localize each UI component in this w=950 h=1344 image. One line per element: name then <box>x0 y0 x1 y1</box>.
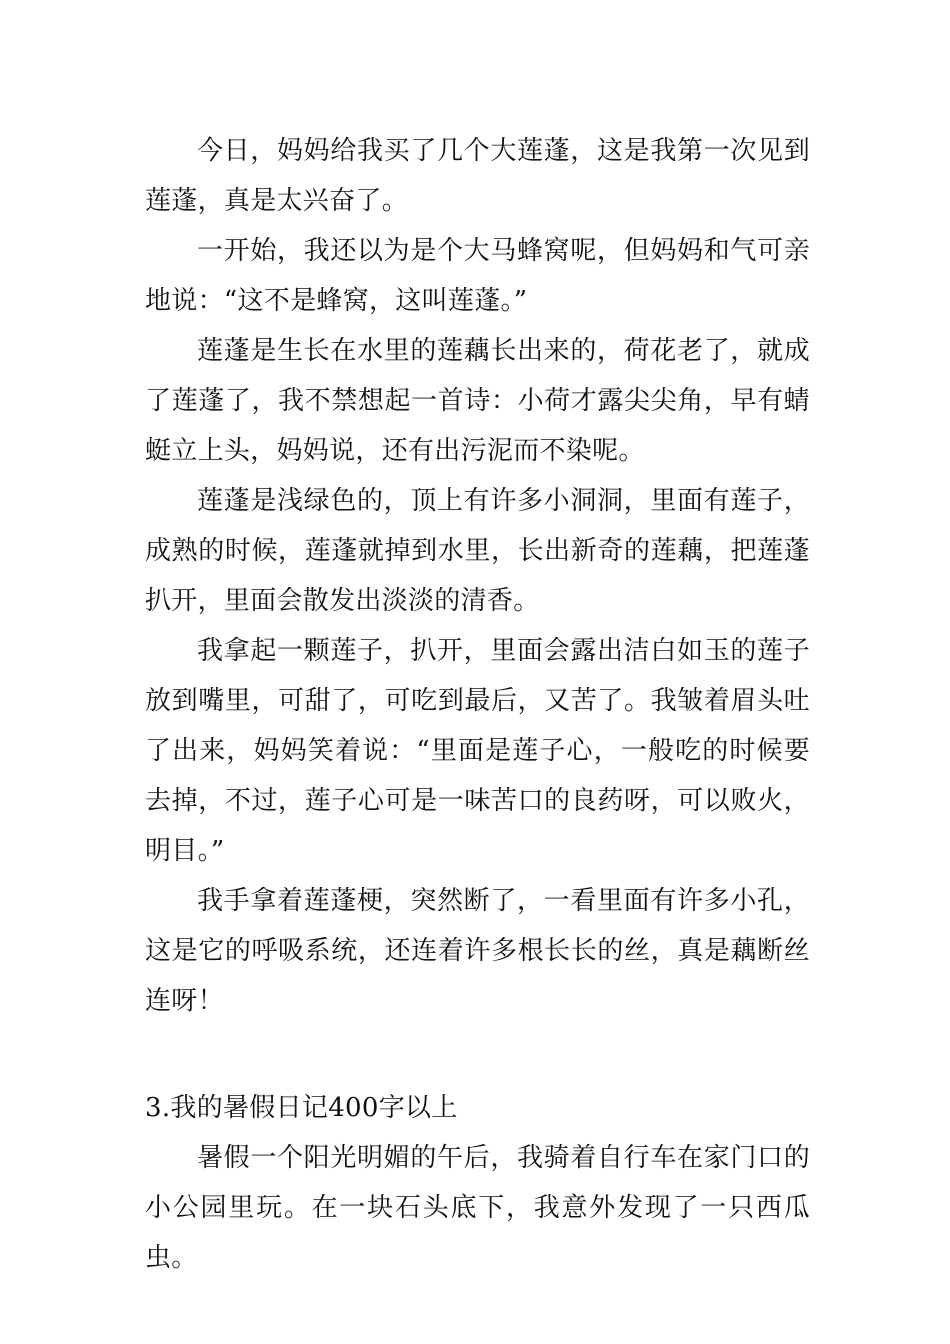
paragraph-5: 我拿起一颗莲子，扒开，里面会露出洁白如玉的莲子放到嘴里，可甜了，可吃到最后，又苦了。我皱着眉头吐了出来，妈妈笑着说：“里面是莲子心，一般吃的时候要去掉，不过，莲子心可是一味苦口的良药呀，可以败火，明目。” <box>145 636 810 866</box>
paragraph-7: 暑假一个阳光明媚的午后，我骑着自行车在家门口的小公园里玩。在一块石头底下，我意外发现了一只西瓜虫。 <box>145 1143 810 1273</box>
section-heading: 3.我的暑假日记400字以上 <box>145 1093 458 1123</box>
paragraph-4: 莲蓬是浅绿色的，顶上有许多小洞洞，里面有莲子，成熟的时候，莲蓬就掉到水里，长出新奇的莲藕，把莲蓬扒开，里面会散发出淡淡的清香。 <box>145 486 810 616</box>
paragraph-6: 我手拿着莲蓬梗，突然断了，一看里面有许多小孔，这是它的呼吸系统，还连着许多根长长的丝，真是藕断丝连呀！ <box>145 886 810 1016</box>
document-body <box>145 126 810 1283</box>
paragraph-1: 今日，妈妈给我买了几个大莲蓬，这是我第一次见到莲蓬，真是太兴奋了。 <box>145 136 810 216</box>
paragraph-3: 莲蓬是生长在水里的莲藕长出来的，荷花老了，就成了莲蓬了，我不禁想起一首诗：小荷才露尖尖角，早有蜻蜓立上头，妈妈说，还有出污泥而不染呢。 <box>145 336 810 466</box>
paragraph-2: 一开始，我还以为是个大马蜂窝呢，但妈妈和气可亲地说：“这不是蜂窝，这叫莲蓬。” <box>145 236 810 316</box>
